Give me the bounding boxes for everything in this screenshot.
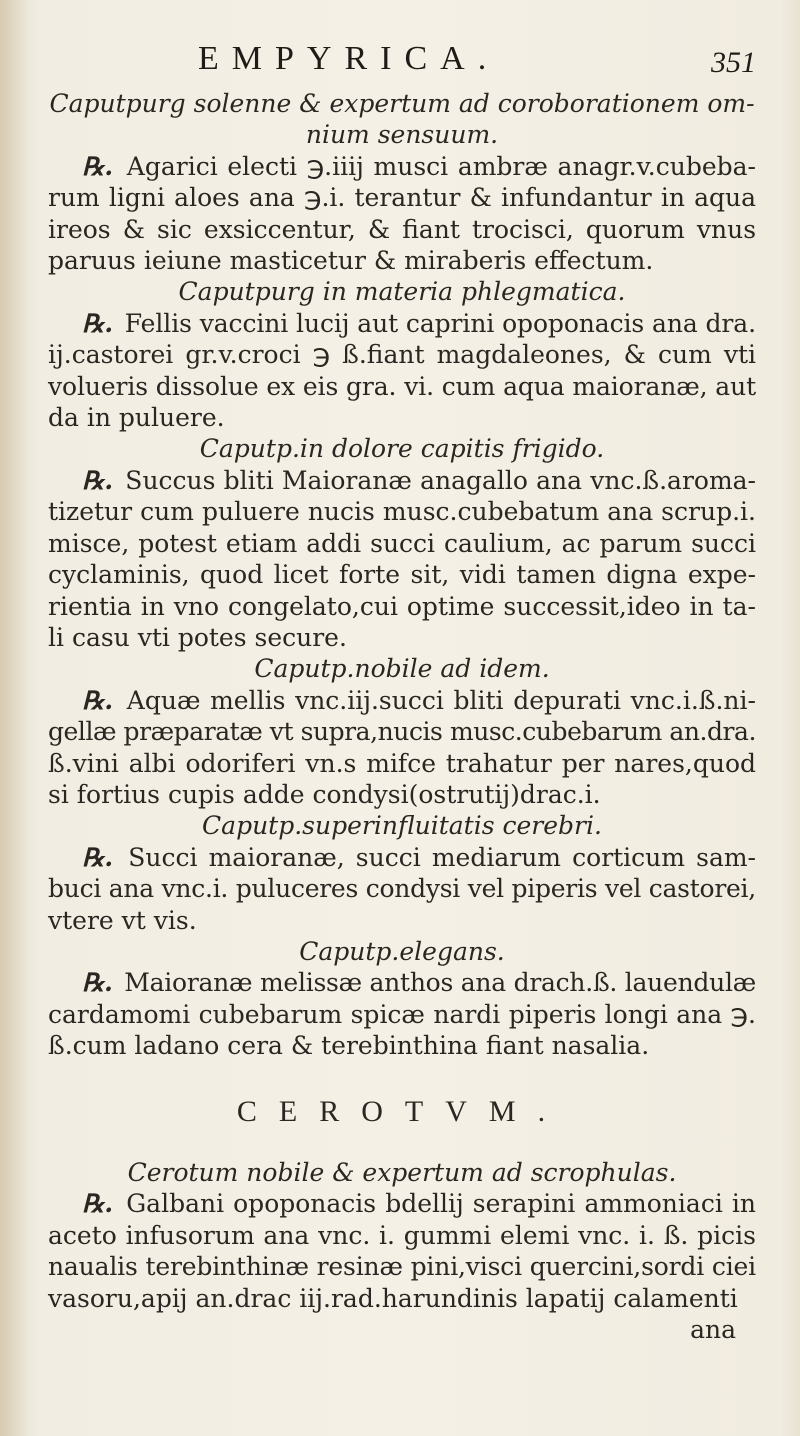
text-line: paruus ieiune masticetur & miraberis effectum. [48, 246, 654, 276]
recipe-block [48, 936, 756, 1062]
running-head: EMPYRICA. [198, 40, 500, 77]
recipe-block [48, 276, 756, 433]
text-line: ℞. Galbani opoponacis bdellij serapini ammoniaci in [82, 1189, 756, 1219]
recipe-heading: Caputp.in dolore capitis frigido. [199, 434, 605, 464]
text-line: ℞. Aquæ mellis vnc.iij.succi bliti depurati vnc.i.ß.ni- [82, 685, 756, 715]
text-line: ℞. Fellis vaccini lucij aut caprini opoponacis ana dra. [82, 308, 756, 338]
recipe-text [48, 1188, 756, 1314]
text-line: rum ligni aloes ana ℈.i. terantur & infundantur in aqua [48, 183, 757, 213]
recipe-text [48, 685, 756, 811]
text-line: ß.vini albi odoriferi vn.s mifce trahatur per nares,quod [48, 748, 756, 778]
text-line: vasoru,apij an.drac iij.rad.harundinis lapatij calamenti [48, 1283, 738, 1313]
text-line: vtere vt vis. [48, 905, 197, 935]
recipe-block [48, 88, 756, 276]
recipe-list [48, 88, 756, 1062]
recipe-block [48, 433, 756, 653]
recipe-block [48, 653, 756, 810]
recipe-heading: Caputpurg solenne & expertum ad coroborationem om- [49, 89, 755, 118]
page-edge-stain [0, 0, 28, 1436]
page-number: 351 [711, 46, 756, 79]
text-line: si fortius cupis adde condysi(ostrutij)drac.i. [48, 779, 601, 809]
recipe-heading: Cerotum nobile & expertum ad scrophulas. [127, 1158, 677, 1187]
text-line: naualis terebinthinæ resinæ pini,visci quercini,sordi ciei [48, 1252, 756, 1282]
text-line: ireos & sic exsiccentur, & fiant trocisci, quorum vnus [48, 214, 757, 244]
catchword: ana [690, 1315, 736, 1345]
recipe-text [48, 308, 756, 434]
recipe-heading: Caputpurg in materia phlegmatica. [178, 277, 626, 307]
text-line: ℞. Succi maioranæ, succi mediarum corticum sam- [82, 842, 757, 872]
text-line: da in puluere. [48, 403, 225, 433]
text-line: misce, potest etiam addi succi caulium, ac parum succi [48, 528, 756, 558]
cerotum-recipe [48, 1157, 756, 1314]
text-line: cyclaminis, quod licet forte sit, vidi tamen digna expe- [48, 560, 756, 590]
text-line: li casu vti potes secure. [48, 622, 347, 652]
recipe-text [48, 465, 756, 653]
recipe-block [48, 810, 756, 936]
recipe-text [48, 151, 756, 277]
text-line: tizetur cum puluere nucis musc.cubebatum ana scrup.i. [48, 497, 756, 527]
recipe-symbol: ℞. [82, 308, 113, 338]
recipe-heading: nium sensuum. [305, 120, 499, 150]
text-line: ij.castorei gr.v.croci ℈ ß.fiant magdaleones, & cum vti [48, 340, 757, 370]
text-line: rientia in vno congelato,cui optime successit,ideo in ta- [48, 591, 756, 621]
recipe-heading: Caputp.elegans. [299, 936, 505, 966]
page-content [48, 88, 756, 1345]
recipe-block [48, 1157, 756, 1314]
recipe-heading: Caputp.superinfluitatis cerebri. [202, 811, 602, 841]
recipe-symbol: ℞. [82, 151, 114, 181]
text-line: ß.cum ladano cera & terebinthina fiant nasalia. [48, 1031, 650, 1061]
text-line: volueris dissolue ex eis gra. vi. cum aqua maioranæ, aut [48, 371, 757, 401]
text-line: ℞. Succus bliti Maioranæ anagallo ana vnc.ß.aroma- [82, 465, 757, 495]
recipe-heading: Caputp.nobile ad idem. [254, 654, 550, 684]
text-line: buci ana vnc.i. puluceres condysi vel piperis vel castorei, [48, 874, 756, 904]
recipe-text [48, 967, 756, 1061]
text-line: ℞. Agarici electi ℈.iiij musci ambræ anagr.v.cubeba- [82, 151, 756, 181]
page-header [48, 36, 756, 88]
text-line: ℞. Maioranæ melissæ anthos ana drach.ß. lauendulæ [82, 968, 757, 998]
recipe-symbol: ℞. [82, 1189, 114, 1219]
section-title: CEROTVM. [236, 1094, 568, 1128]
recipe-symbol: ℞. [82, 685, 114, 715]
text-line: gellæ præparatæ vt supra,nucis musc.cubebarum an.dra. [48, 717, 756, 747]
text-line: aceto infusorum ana vnc. i. gummi elemi vnc. i. ß. picis [48, 1220, 756, 1250]
recipe-symbol: ℞. [82, 968, 113, 998]
recipe-text [48, 842, 756, 936]
text-line: cardamomi cubebarum spicæ nardi piperis longi ana ℈. [48, 999, 756, 1029]
recipe-symbol: ℞. [82, 465, 114, 495]
recipe-symbol: ℞. [82, 842, 114, 872]
